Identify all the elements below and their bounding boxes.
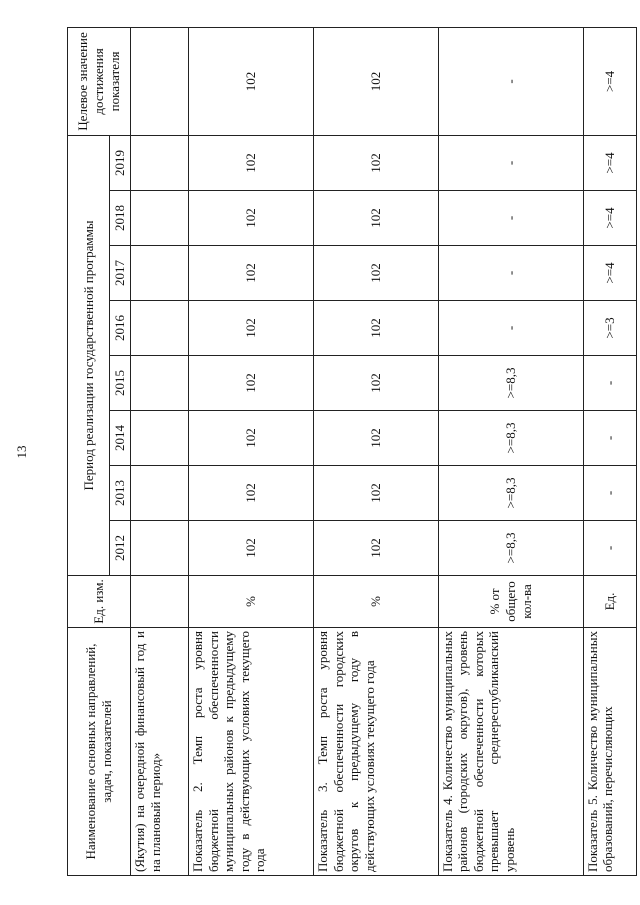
row-target: 102 xyxy=(314,27,439,135)
cell-2016: - xyxy=(438,301,583,356)
cell-2019 xyxy=(131,135,189,190)
cell-2018: 102 xyxy=(314,191,439,246)
cell-2016 xyxy=(131,301,189,356)
cell-2018: - xyxy=(438,191,583,246)
cell-2019: 102 xyxy=(314,135,439,190)
cell-2018 xyxy=(131,191,189,246)
cell-2014: 102 xyxy=(189,411,314,466)
row-target xyxy=(131,27,189,135)
table-row xyxy=(314,27,439,875)
cell-2016: 102 xyxy=(189,301,314,356)
cell-2017 xyxy=(131,246,189,301)
row-unit: % xyxy=(189,576,314,628)
cell-2015 xyxy=(131,356,189,411)
cell-2014 xyxy=(131,411,189,466)
cell-2012: 102 xyxy=(314,521,439,576)
cell-2013: >=8,3 xyxy=(438,466,583,521)
table-row xyxy=(438,27,583,875)
indicators-table-rotated xyxy=(67,28,637,876)
row-unit: Ед. xyxy=(583,576,636,628)
header-period: Период реализации государственной программы xyxy=(68,135,110,575)
row-unit xyxy=(131,576,189,628)
cell-2015: - xyxy=(583,356,636,411)
cell-2013: 102 xyxy=(189,466,314,521)
row-label: Показатель 3. Темп роста уровня бюджетной обеспеченности городских округов к предыдущему году в действующих условиях текущего года xyxy=(314,628,439,876)
table-row xyxy=(189,27,314,875)
cell-2019: - xyxy=(438,135,583,190)
cell-2014: 102 xyxy=(314,411,439,466)
header-name: Наименование основных направлений, задач, показателей xyxy=(68,628,131,876)
cell-2013 xyxy=(131,466,189,521)
row-target: - xyxy=(438,27,583,135)
row-label: Показатель 2. Темп роста уровня бюджетной обеспеченности муниципальных районов к предыдущему году в действующих условиях текущего года xyxy=(189,628,314,876)
cell-2017: - xyxy=(438,246,583,301)
cell-2012 xyxy=(131,521,189,576)
cell-2017: 102 xyxy=(189,246,314,301)
year-2018: 2018 xyxy=(110,191,131,246)
cell-2018: 102 xyxy=(189,191,314,246)
cell-2014: - xyxy=(583,411,636,466)
row-unit: % xyxy=(314,576,439,628)
cell-2019: 102 xyxy=(189,135,314,190)
cell-2012: >=8,3 xyxy=(438,521,583,576)
year-2014: 2014 xyxy=(110,411,131,466)
header-unit: Ед. изм. xyxy=(68,576,131,628)
indicators-table xyxy=(67,27,637,876)
row-label: (Якутия) на очередной финансовый год и на плановый период» xyxy=(131,628,189,876)
table-row xyxy=(583,27,636,875)
cell-2014: >=8,3 xyxy=(438,411,583,466)
row-unit: % от общего кол-ва xyxy=(438,576,583,628)
row-label: Показатель 4. Количество муниципальных районов (городских округов), уровень бюджетной обеспеченности которых превышает среднереспубликанский уровень xyxy=(438,628,583,876)
cell-2017: >=4 xyxy=(583,246,636,301)
row-target: 102 xyxy=(189,27,314,135)
header-target: Целевое значение достижения показателя xyxy=(68,27,131,135)
row-label: Показатель 5. Количество муниципальных образований, перечисляющих xyxy=(583,628,636,876)
year-2016: 2016 xyxy=(110,301,131,356)
cell-2013: 102 xyxy=(314,466,439,521)
cell-2015: 102 xyxy=(314,356,439,411)
page-number: 13 xyxy=(14,445,29,459)
year-2015: 2015 xyxy=(110,356,131,411)
year-2013: 2013 xyxy=(110,466,131,521)
row-target: >=4 xyxy=(583,27,636,135)
cell-2015: 102 xyxy=(189,356,314,411)
cell-2013: - xyxy=(583,466,636,521)
cell-2017: 102 xyxy=(314,246,439,301)
year-2017: 2017 xyxy=(110,246,131,301)
cell-2012: - xyxy=(583,521,636,576)
cell-2012: 102 xyxy=(189,521,314,576)
cell-2015: >=8,3 xyxy=(438,356,583,411)
year-2019: 2019 xyxy=(110,135,131,190)
cell-2016: >=3 xyxy=(583,301,636,356)
cell-2018: >=4 xyxy=(583,191,636,246)
header-row-1 xyxy=(68,27,110,875)
table-row xyxy=(131,27,189,875)
year-2012: 2012 xyxy=(110,521,131,576)
cell-2016: 102 xyxy=(314,301,439,356)
cell-2019: >=4 xyxy=(583,135,636,190)
